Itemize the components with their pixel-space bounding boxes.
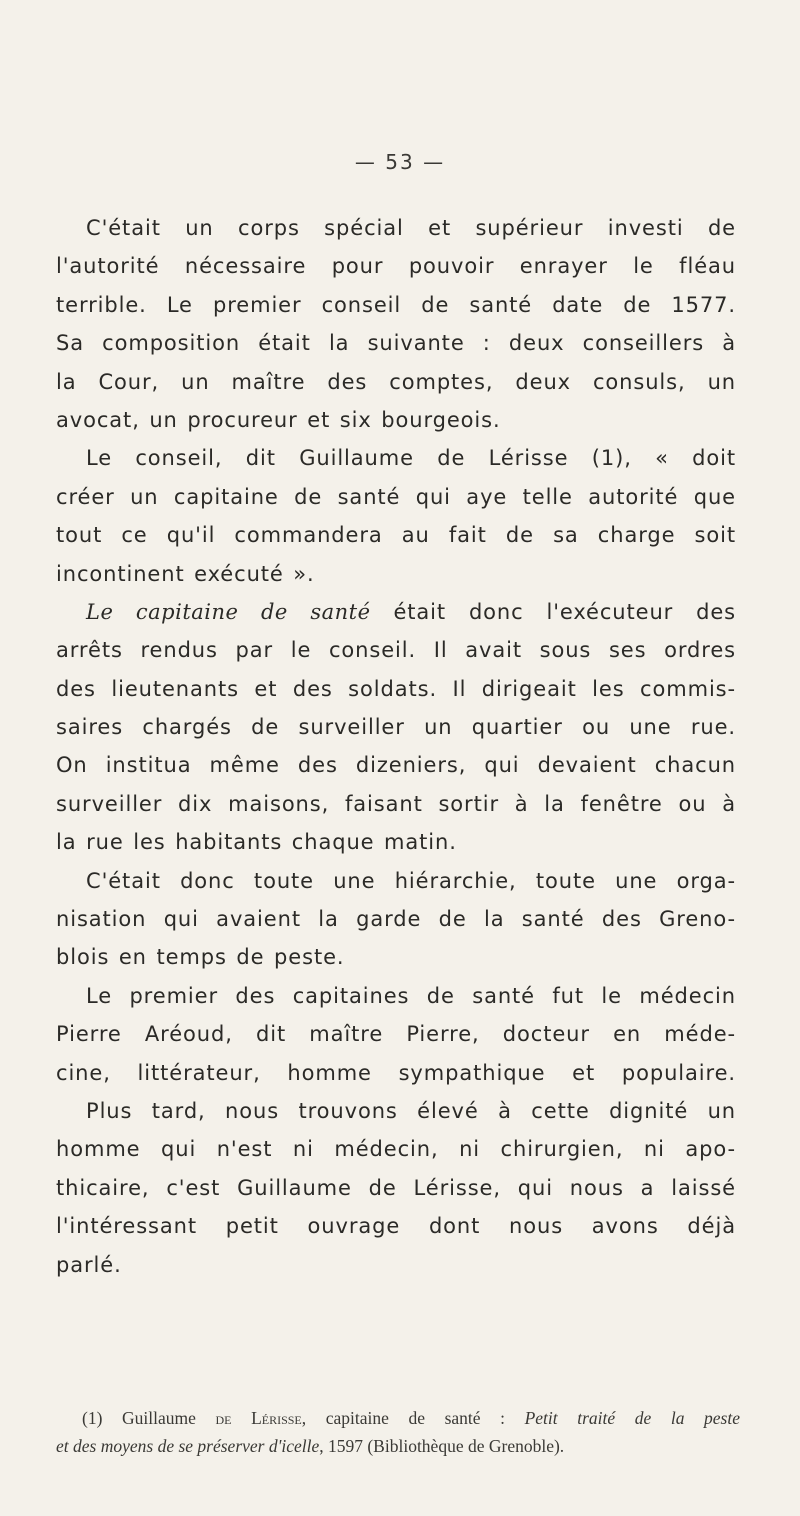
- text-line: arrêts rendus par le conseil. Il avait sous ses ordres: [56, 638, 736, 663]
- text-line: l'autorité nécessaire pour pouvoir enrayer le fléau: [56, 254, 736, 279]
- text-line: On institua même des dizeniers, qui devaient chacun: [56, 753, 736, 778]
- text-line: Plus tard, nous trouvons élevé à cette dignité un: [86, 1098, 736, 1123]
- text-line: l'intéressant petit ouvrage dont nous avons déjà: [56, 1214, 736, 1239]
- page-number: — 53 —: [354, 150, 446, 174]
- italic-term: Le capitaine de santé: [86, 599, 371, 624]
- footnote-space: [231, 1408, 251, 1428]
- text-line: Le premier des capitaines de santé fut le médecin: [86, 983, 736, 1008]
- text-line: Le conseil, dit Guillaume de Lérisse (1), « doit: [86, 446, 736, 471]
- footnote-text: , capitaine de santé :: [301, 1408, 525, 1428]
- footnote: [56, 1404, 740, 1460]
- text-line: Sa composition était la suivante : deux conseillers à: [56, 331, 736, 356]
- text-line: blois en temps de peste.: [56, 945, 345, 970]
- footnote-title: Petit traité de la peste: [524, 1408, 741, 1428]
- text-line: la rue les habitants chaque matin.: [56, 830, 457, 855]
- text-line: thicaire, c'est Guillaume de Lérisse, qui nous a laissé: [56, 1175, 736, 1200]
- text-line: incontinent exécuté ».: [56, 561, 315, 586]
- text-line: homme qui n'est ni médecin, ni chirurgien, ni apo-: [56, 1137, 736, 1162]
- text-line: des lieutenants et des soldats. Il dirigeait les commis-: [56, 676, 736, 701]
- text-line: saires chargés de surveiller un quartier ou une rue.: [56, 715, 736, 740]
- footnote-title: et des moyens de se préserver d'icelle: [56, 1436, 320, 1456]
- text-line: terrible. Le premier conseil de santé date de 1577.: [56, 292, 736, 317]
- footnote-text: , 1597 (Bibliothèque de Grenoble).: [319, 1436, 565, 1456]
- text-line: Pierre Aréoud, dit maître Pierre, docteur en méde-: [56, 1022, 736, 1047]
- text-line: nisation qui avaient la garde de la santé des Greno-: [56, 907, 736, 932]
- footnote-line: [56, 1404, 740, 1432]
- footnote-marker: (1) Guillaume: [82, 1408, 216, 1428]
- text-line: C'était un corps spécial et supérieur investi de: [86, 216, 736, 240]
- text-line: surveiller dix maisons, faisant sortir à la fenêtre ou à: [56, 791, 736, 816]
- text-span: était donc l'exécuteur des: [370, 599, 736, 624]
- text-line: créer un capitaine de santé qui aye telle autorité que: [56, 484, 736, 509]
- text-line: la Cour, un maître des comptes, deux consuls, un: [56, 369, 736, 394]
- footnote-line: [56, 1432, 740, 1460]
- footnote-particle: de: [215, 1408, 232, 1428]
- body-text: [56, 209, 736, 1284]
- text-line: tout ce qu'il commandera au fait de sa charge soit: [56, 523, 736, 548]
- text-line: parlé.: [56, 1252, 122, 1277]
- text-line: cine, littérateur, homme sympathique et populaire.: [56, 1060, 736, 1085]
- text-line: [56, 593, 736, 631]
- footnote-author: Lérisse: [251, 1408, 302, 1428]
- text-line: avocat, un procureur et six bourgeois.: [56, 407, 501, 432]
- text-line: C'était donc toute une hiérarchie, toute une orga-: [86, 868, 736, 893]
